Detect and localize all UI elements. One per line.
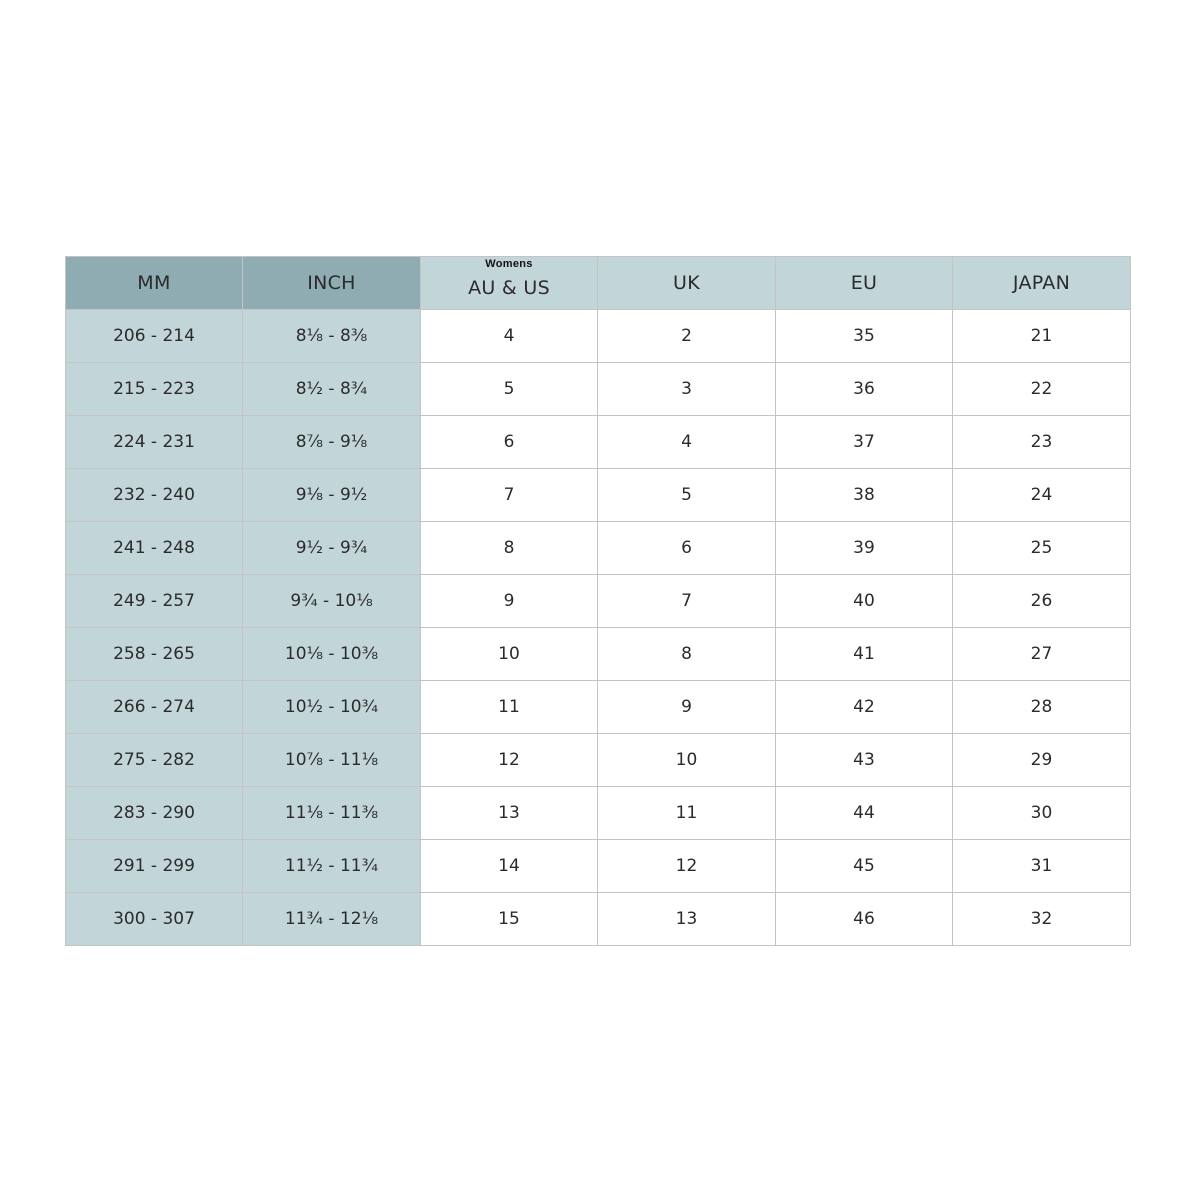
header-japan: JAPAN [953,257,1131,310]
cell-inch: 8½ - 8¾ [243,363,421,416]
cell-japan: 27 [953,628,1131,681]
cell-au-us: 10 [421,628,598,681]
cell-au-us: 8 [421,522,598,575]
cell-mm: 232 - 240 [66,469,243,522]
cell-au-us: 6 [421,416,598,469]
cell-mm: 215 - 223 [66,363,243,416]
table-row [66,628,1131,681]
cell-au-us: 15 [421,893,598,946]
cell-inch: 9½ - 9¾ [243,522,421,575]
table-body [66,310,1131,946]
cell-au-us: 14 [421,840,598,893]
cell-eu: 38 [776,469,953,522]
cell-au-us: 9 [421,575,598,628]
table-row [66,681,1131,734]
cell-japan: 21 [953,310,1131,363]
cell-uk: 6 [598,522,776,575]
header-uk: UK [598,257,776,310]
table-row [66,469,1131,522]
cell-uk: 5 [598,469,776,522]
cell-uk: 11 [598,787,776,840]
table-row [66,840,1131,893]
cell-mm: 206 - 214 [66,310,243,363]
header-au-us-label: AU & US [468,277,550,299]
header-eu: EU [776,257,953,310]
cell-japan: 22 [953,363,1131,416]
cell-uk: 10 [598,734,776,787]
cell-japan: 31 [953,840,1131,893]
cell-inch: 10⅞ - 11⅛ [243,734,421,787]
cell-mm: 241 - 248 [66,522,243,575]
header-inch: INCH [243,257,421,310]
cell-japan: 28 [953,681,1131,734]
size-chart-table [65,256,1131,946]
cell-eu: 40 [776,575,953,628]
cell-inch: 8⅛ - 8⅜ [243,310,421,363]
cell-mm: 258 - 265 [66,628,243,681]
cell-japan: 29 [953,734,1131,787]
cell-eu: 42 [776,681,953,734]
table-row [66,893,1131,946]
cell-eu: 37 [776,416,953,469]
cell-inch: 10½ - 10¾ [243,681,421,734]
cell-eu: 39 [776,522,953,575]
cell-au-us: 7 [421,469,598,522]
cell-eu: 35 [776,310,953,363]
cell-japan: 26 [953,575,1131,628]
cell-au-us: 12 [421,734,598,787]
table-row [66,522,1131,575]
cell-inch: 8⅞ - 9⅛ [243,416,421,469]
header-womens-note: Womens [485,258,533,270]
cell-au-us: 4 [421,310,598,363]
table-row [66,310,1131,363]
cell-mm: 275 - 282 [66,734,243,787]
cell-inch: 10⅛ - 10⅜ [243,628,421,681]
cell-inch: 11¾ - 12⅛ [243,893,421,946]
cell-eu: 44 [776,787,953,840]
cell-mm: 224 - 231 [66,416,243,469]
cell-japan: 30 [953,787,1131,840]
cell-uk: 3 [598,363,776,416]
cell-mm: 300 - 307 [66,893,243,946]
cell-inch: 9¾ - 10⅛ [243,575,421,628]
cell-uk: 7 [598,575,776,628]
cell-uk: 4 [598,416,776,469]
cell-japan: 24 [953,469,1131,522]
header-mm: MM [66,257,243,310]
cell-inch: 11½ - 11¾ [243,840,421,893]
cell-mm: 291 - 299 [66,840,243,893]
cell-japan: 32 [953,893,1131,946]
cell-uk: 2 [598,310,776,363]
table-header [66,257,1131,310]
cell-uk: 13 [598,893,776,946]
table-row [66,363,1131,416]
cell-au-us: 5 [421,363,598,416]
table-row [66,734,1131,787]
cell-inch: 11⅛ - 11⅜ [243,787,421,840]
cell-uk: 8 [598,628,776,681]
cell-japan: 25 [953,522,1131,575]
table-row [66,575,1131,628]
cell-eu: 43 [776,734,953,787]
header-row [66,257,1131,310]
cell-mm: 283 - 290 [66,787,243,840]
cell-uk: 12 [598,840,776,893]
cell-japan: 23 [953,416,1131,469]
cell-mm: 249 - 257 [66,575,243,628]
table-row [66,787,1131,840]
cell-eu: 41 [776,628,953,681]
table-row [66,416,1131,469]
cell-uk: 9 [598,681,776,734]
cell-inch: 9⅛ - 9½ [243,469,421,522]
cell-mm: 266 - 274 [66,681,243,734]
cell-au-us: 13 [421,787,598,840]
cell-eu: 36 [776,363,953,416]
cell-eu: 45 [776,840,953,893]
cell-eu: 46 [776,893,953,946]
header-au-us [421,257,598,310]
cell-au-us: 11 [421,681,598,734]
